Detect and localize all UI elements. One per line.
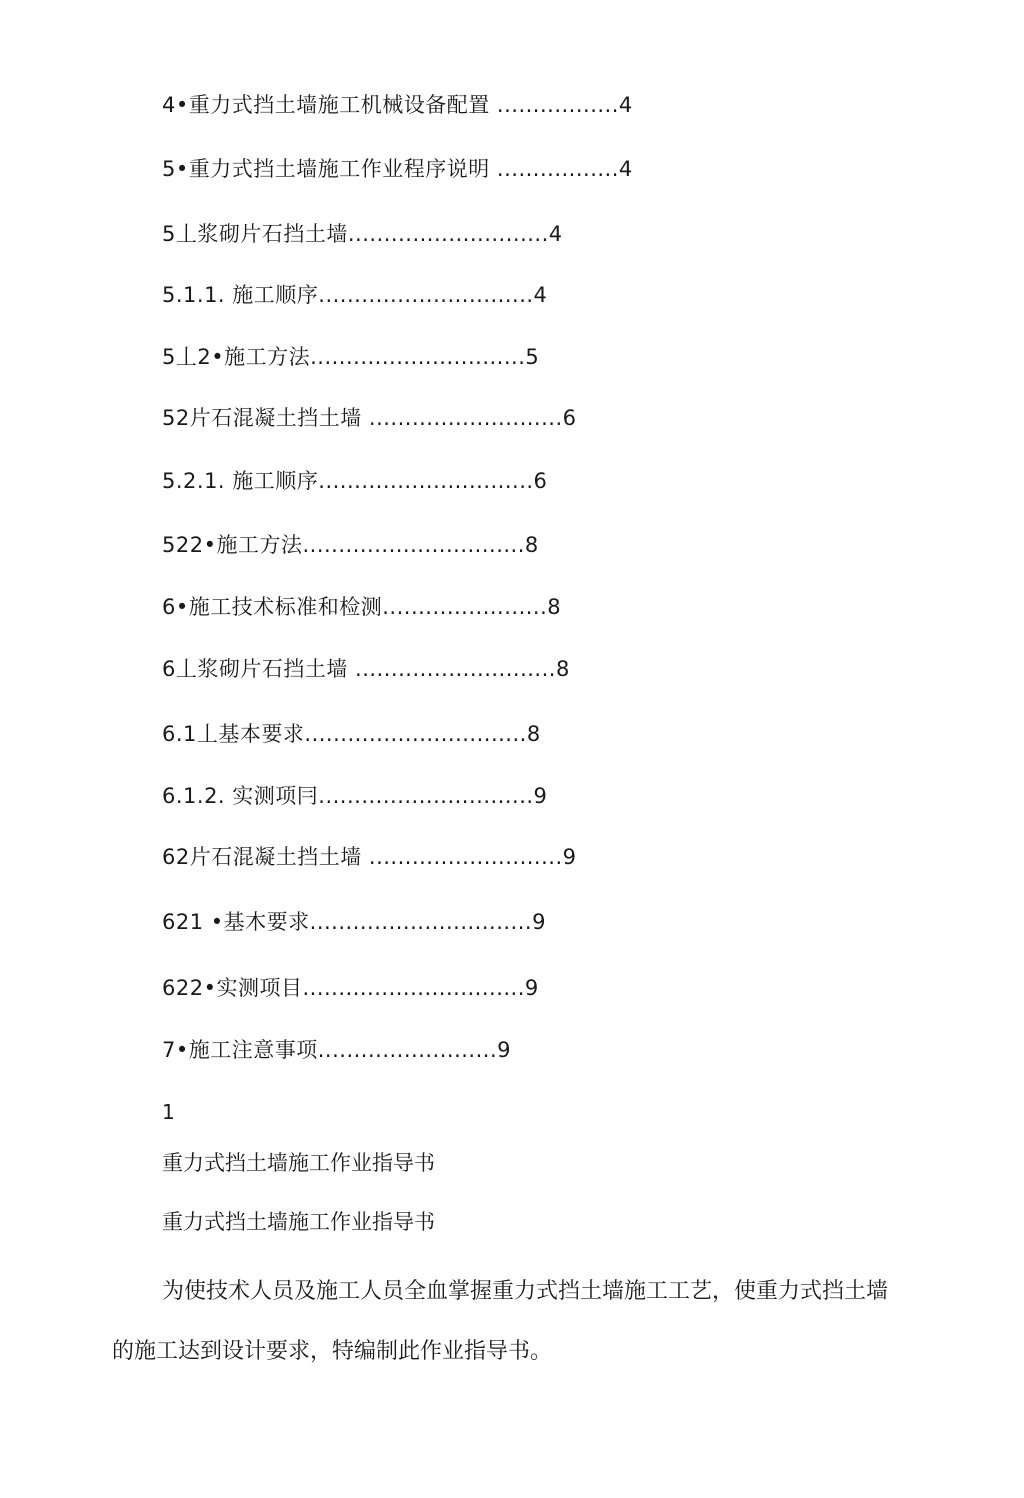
toc-entry[interactable]: 5丄浆砌片石挡土墙............................4 xyxy=(162,222,563,246)
intro-paragraph: 为使技术人员及施工人员全血掌握重力式挡土墙施工工艺，使重力式挡土墙的施工达到设计要求，特编制此作业指导书。 xyxy=(112,1279,889,1364)
toc-entry[interactable]: 5.2.1. 施工顺序..............................6 xyxy=(162,469,548,493)
toc-entry[interactable]: 62片石混凝土挡土墙 ...........................9 xyxy=(162,845,577,869)
toc-entry[interactable]: 5丄2•施工方法..............................5 xyxy=(162,345,540,369)
toc-entry[interactable]: 7•施工注意事项.........................9 xyxy=(162,1038,511,1062)
toc-entry[interactable]: 6.1丄基本要求...............................8 xyxy=(162,722,541,746)
document-title: 重力式挡土墙施工作业指导书 xyxy=(162,1151,435,1175)
toc-entry[interactable]: 621 •基木要求...............................9 xyxy=(162,910,546,934)
toc-entry[interactable]: 5.1.1. 施工顺序..............................4 xyxy=(162,283,548,307)
toc-entry[interactable]: 52片石混凝土挡土墙 ...........................6 xyxy=(162,406,577,430)
toc-entry[interactable]: 6•施工技术标准和检测.......................8 xyxy=(162,595,562,619)
toc-entry[interactable]: 522•施工方法...............................8 xyxy=(162,533,539,557)
toc-entry[interactable]: 622•实测项目...............................9 xyxy=(162,976,539,1000)
toc-entry[interactable]: 4•重力式挡土墙施工机械设备配置 .................4 xyxy=(162,93,633,117)
toc-entry[interactable]: 6.1.2. 实测项冃..............................9 xyxy=(162,784,548,808)
page-number: 1 xyxy=(162,1100,175,1124)
toc-entry[interactable]: 5•重力式挡土墙施工作业程序说明 .................4 xyxy=(162,157,633,181)
document-title: 重力式挡土墙施工作业指导书 xyxy=(162,1210,435,1234)
toc-entry[interactable]: 6丄浆砌片石挡土墙 ............................8 xyxy=(162,657,570,681)
